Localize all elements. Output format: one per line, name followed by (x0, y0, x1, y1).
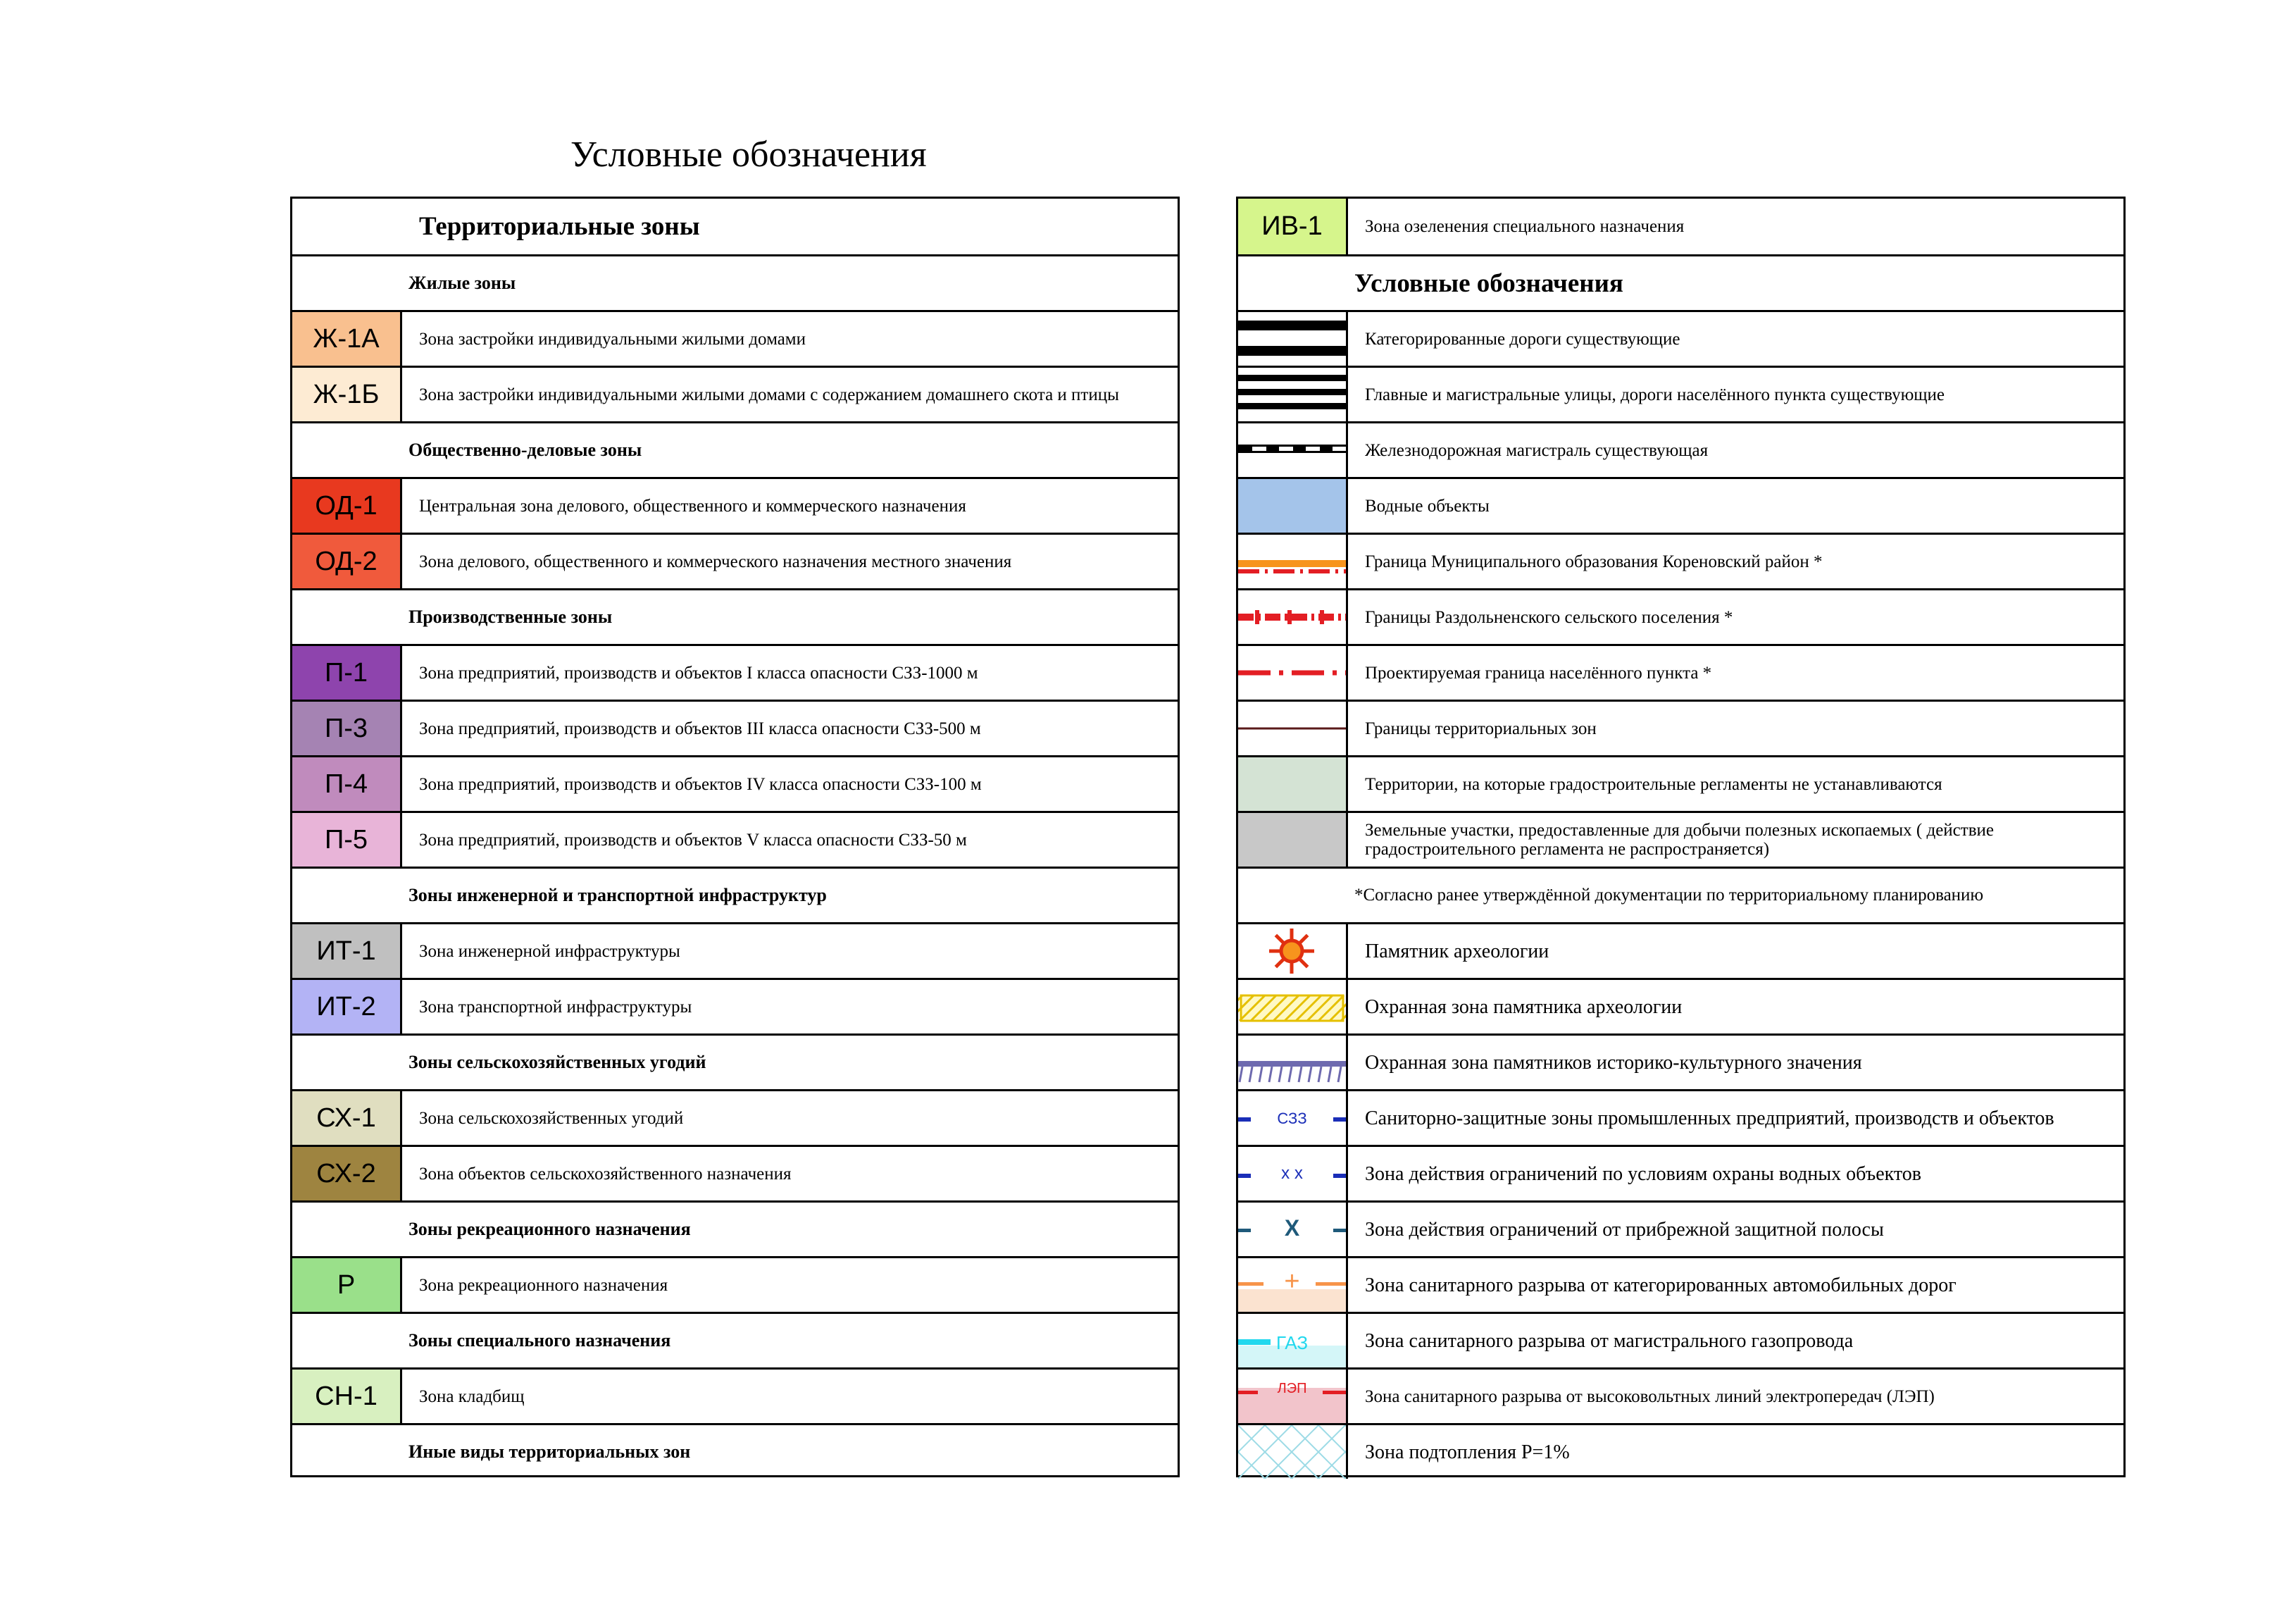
zone-row (292, 922, 1178, 978)
zone-group-title: Зоны сельскохозяйственных угодий (408, 1052, 706, 1072)
water-icon (1238, 479, 1348, 533)
zone-row (292, 366, 1178, 421)
szz-icon (1238, 1091, 1348, 1145)
mining-icon-graphic (1238, 813, 1346, 867)
zone-code-swatch: СХ-2 (292, 1147, 402, 1200)
symbol-description: Зона действия ограничений по условиям охраны водных объектов (1365, 1162, 1921, 1185)
zone-description: Зона предприятий, производств и объектов III класса опасности СЗЗ-500 м (419, 719, 981, 738)
zone-code-swatch: ИТ-2 (292, 980, 402, 1033)
mining-icon (1238, 813, 1348, 867)
symbol-description: Водные объекты (1365, 496, 1490, 516)
zone-code-swatch: ИТ-1 (292, 924, 402, 978)
zone-description: Зона кладбищ (419, 1386, 525, 1406)
archaeology-monument-icon-graphic (1238, 924, 1346, 978)
zone-group-title: Жилые зоны (408, 273, 516, 293)
symbol-row (1238, 755, 2123, 811)
no-regulation-icon (1238, 757, 1348, 811)
section-title: Территориальные зоны (419, 212, 700, 241)
zone-description: Зона инженерной инфраструктуры (419, 941, 680, 961)
heritage-protection-icon (1238, 1036, 1348, 1089)
symbol-row (1238, 1145, 2123, 1200)
zone-group-title: Общественно-деловые зоны (408, 440, 642, 460)
zone-row (292, 310, 1178, 366)
zone-code-swatch: СН-1 (292, 1370, 402, 1423)
power-gap-icon (1238, 1370, 1348, 1423)
gas-gap-icon (1238, 1314, 1348, 1367)
zone-description: Зона предприятий, производств и объектов V класса опасности СЗЗ-50 м (419, 830, 967, 850)
zone-row (292, 644, 1178, 700)
municipal-border-icon (1238, 535, 1348, 588)
zone-code-swatch: СХ-1 (292, 1091, 402, 1145)
symbol-row (1238, 366, 2123, 421)
symbols-legend (1236, 197, 2126, 1477)
road-existing-icon (1238, 312, 1348, 366)
zone-group-heading (292, 1200, 1178, 1256)
footnote-text: *Согласно ранее утверждённой документации по территориальному планированию (1354, 886, 1984, 905)
coastal-strip-icon (1238, 1203, 1348, 1256)
symbol-row (1238, 421, 2123, 477)
zone-row (292, 1367, 1178, 1423)
symbol-row (1238, 588, 2123, 644)
planned-border-icon (1238, 646, 1348, 700)
footnote-row (1238, 867, 2123, 922)
symbol-row (1238, 533, 2123, 588)
symbol-row (1238, 1033, 2123, 1089)
zone-row (292, 1256, 1178, 1312)
zone-code-swatch: Ж-1А (292, 312, 402, 366)
planned-border-icon-graphic (1238, 646, 1346, 700)
symbol-description: Железнодорожная магистраль существующая (1365, 440, 1709, 460)
water-icon-graphic (1238, 479, 1346, 533)
symbol-row (1238, 700, 2123, 755)
symbol-row (1238, 1256, 2123, 1312)
symbol-label: Х (1284, 1215, 1300, 1241)
zone-description: Зона рекреационного назначения (419, 1275, 668, 1295)
main-street-icon-graphic (1238, 368, 1346, 421)
symbol-label: + (1284, 1267, 1300, 1296)
zone-group-heading (292, 588, 1178, 644)
zone-code-swatch: П-5 (292, 813, 402, 867)
symbol-label: ГАЗ (1275, 1332, 1309, 1353)
water-protection-icon (1238, 1147, 1348, 1200)
zone-description: Зона озеленения специального назначения (1365, 217, 1685, 236)
zone-code-swatch: П-3 (292, 702, 402, 755)
zone-code-swatch: П-4 (292, 757, 402, 811)
zone-description: Зона предприятий, производств и объектов IV класса опасности СЗЗ-100 м (419, 774, 982, 794)
zone-group-heading (292, 1312, 1178, 1367)
symbol-description: Зона подтопления Р=1% (1365, 1441, 1570, 1463)
symbol-row (1238, 1423, 2123, 1479)
zone-row (292, 811, 1178, 867)
symbol-row (1238, 1312, 2123, 1367)
zone-row (292, 978, 1178, 1033)
symbol-row (1238, 922, 2123, 978)
symbol-row (1238, 1200, 2123, 1256)
archaeology-monument-icon (1238, 924, 1348, 978)
zone-code-swatch: П-1 (292, 646, 402, 700)
zone-code-swatch: ОД-2 (292, 535, 402, 588)
zone-description: Зона предприятий, производств и объектов I класса опасности СЗЗ-1000 м (419, 663, 978, 683)
archaeology-protection-icon-graphic (1238, 980, 1346, 1033)
settlement-border-icon (1238, 590, 1348, 644)
zone-description: Центральная зона делового, общественного и коммерческого назначения (419, 496, 966, 516)
zone-border-icon-graphic (1238, 702, 1346, 755)
zone-group-heading (292, 421, 1178, 477)
symbol-label: СЗЗ (1277, 1110, 1307, 1127)
zone-group-title: Производственные зоны (408, 607, 613, 627)
zone-group-heading (292, 867, 1178, 922)
symbol-label: ЛЭП (1277, 1381, 1307, 1396)
symbol-description: Проектируемая граница населённого пункта * (1365, 663, 1712, 683)
symbol-description: Саниторно-защитные зоны промышленных предприятий, производств и объектов (1365, 1107, 2054, 1129)
symbol-row (1238, 978, 2123, 1033)
zone-code-swatch: Ж-1Б (292, 368, 402, 421)
zone-description: Зона делового, общественного и коммерческого назначения местного значения (419, 552, 1012, 571)
zone-group-title: Иные виды территориальных зон (408, 1441, 691, 1462)
zone-row (292, 477, 1178, 533)
symbol-description: Границы Раздольненского сельского поселения * (1365, 607, 1733, 627)
symbol-row (1238, 1367, 2123, 1423)
symbol-row (1238, 310, 2123, 366)
legend-section-header (1238, 254, 2123, 310)
section-title: Условные обозначения (1354, 268, 1623, 298)
zone-group-title: Зоны специального назначения (408, 1330, 671, 1351)
zone-description: Зона сельскохозяйственных угодий (419, 1108, 684, 1128)
symbol-description: Территории, на которые градостроительные регламенты не устанавливаются (1365, 774, 1942, 794)
zone-group-heading (292, 1033, 1178, 1089)
zone-group-heading (292, 254, 1178, 310)
symbol-description: Охранная зона памятников историко-культурного значения (1365, 1051, 1862, 1074)
zone-row (292, 1145, 1178, 1200)
zone-code-swatch: ИВ-1 (1238, 199, 1348, 254)
symbol-description: Категорированные дороги существующие (1365, 329, 1680, 349)
zone-border-icon (1238, 702, 1348, 755)
zone-row (292, 700, 1178, 755)
heritage-protection-icon-graphic (1238, 1036, 1346, 1089)
no-regulation-icon-graphic (1238, 757, 1346, 811)
symbol-description: Зона санитарного разрыва от высоковольтных линий электропередач (ЛЭП) (1365, 1386, 1935, 1406)
road-existing-icon-graphic (1238, 312, 1346, 366)
symbol-description: Граница Муниципального образования Кореновский район * (1365, 552, 1823, 571)
zone-description: Зона застройки индивидуальными жилыми домами (419, 329, 806, 349)
zone-code-swatch: ОД-1 (292, 479, 402, 533)
zone-description: Зона объектов сельскохозяйственного назначения (419, 1164, 792, 1184)
legend-section-header (292, 199, 1178, 254)
symbol-description: Зона действия ограничений от прибрежной защитной полосы (1365, 1218, 1884, 1241)
territorial-zones-legend (290, 197, 1180, 1477)
zone-code-swatch: Р (292, 1258, 402, 1312)
symbol-description: Памятник археологии (1365, 940, 1549, 962)
zone-description: Зона транспортной инфраструктуры (419, 997, 692, 1017)
symbol-description: Охранная зона памятника археологии (1365, 995, 1683, 1018)
railway-icon (1238, 423, 1348, 477)
symbol-row (1238, 477, 2123, 533)
zone-row (1238, 199, 2123, 254)
settlement-border-icon-graphic (1238, 590, 1346, 644)
main-street-icon (1238, 368, 1348, 421)
zone-group-title: Зоны инженерной и транспортной инфраструктур (408, 885, 827, 905)
flood-icon (1238, 1425, 1348, 1479)
road-gap-icon (1238, 1258, 1348, 1312)
symbol-row (1238, 1089, 2123, 1145)
page-title: Условные обозначения (570, 135, 927, 175)
symbol-description: Зона санитарного разрыва от категорированных автомобильных дорог (1365, 1274, 1957, 1296)
symbol-description: Земельные участки, предоставленные для добычи полезных ископаемых ( действие градостроительного регламента не распространяется) (1365, 821, 1994, 859)
symbol-description: Главные и магистральные улицы, дороги населённого пункта существующие (1365, 385, 1945, 404)
symbol-description: Границы территориальных зон (1365, 719, 1597, 738)
archaeology-protection-icon (1238, 980, 1348, 1033)
symbol-row (1238, 811, 2123, 867)
zone-row (292, 755, 1178, 811)
zone-row (292, 533, 1178, 588)
zone-group-heading (292, 1423, 1178, 1479)
flood-icon-graphic (1238, 1425, 1346, 1479)
municipal-border-icon-graphic (1238, 535, 1346, 588)
symbol-label: х х (1281, 1164, 1303, 1183)
railway-icon-graphic (1238, 423, 1346, 477)
zone-row (292, 1089, 1178, 1145)
symbol-row (1238, 644, 2123, 700)
symbol-description: Зона санитарного разрыва от магистрального газопровода (1365, 1329, 1854, 1352)
zone-description: Зона застройки индивидуальными жилыми домами с содержанием домашнего скота и птицы (419, 385, 1119, 404)
zone-group-title: Зоны рекреационного назначения (408, 1219, 691, 1239)
